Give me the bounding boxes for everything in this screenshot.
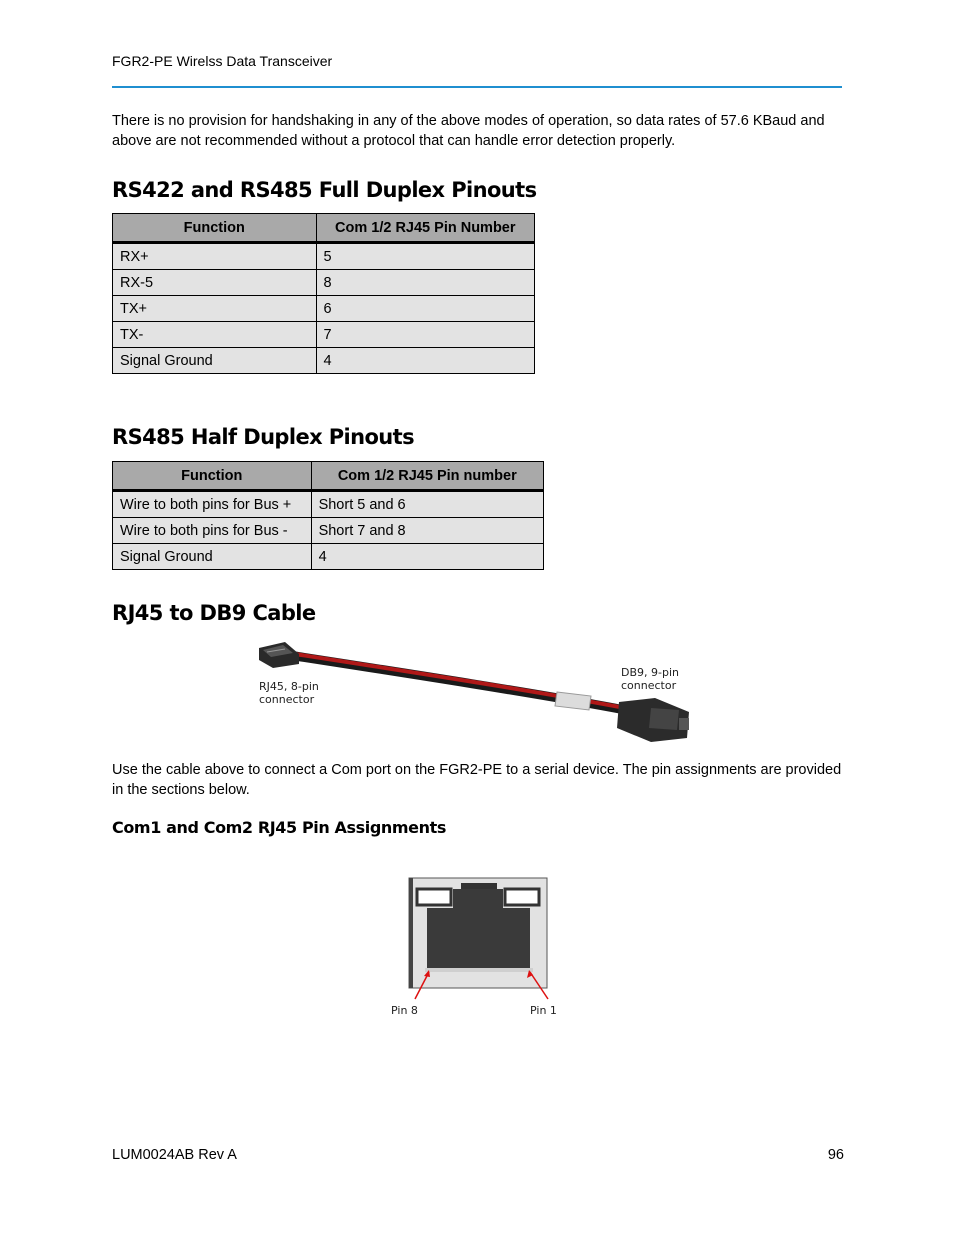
pin-cell: 7	[316, 322, 534, 348]
table-row	[113, 270, 535, 296]
table-row	[113, 322, 535, 348]
table-row	[113, 544, 544, 570]
running-header: FGR2-PE Wirelss Data Transceiver	[112, 53, 333, 69]
column-header-pin-number: Com 1/2 RJ45 Pin number	[311, 462, 543, 491]
rj45-caption-line2: connector	[259, 693, 315, 706]
pin-cell: 5	[316, 243, 534, 270]
table-row	[113, 491, 544, 518]
footer-doc-id: LUM0024AB Rev A	[112, 1147, 237, 1163]
pin-cell: Short 7 and 8	[311, 518, 543, 544]
db9-caption-line2: connector	[621, 679, 677, 692]
cable-description: Use the cable above to connect a Com port on the FGR2-PE to a serial device. The pin assignments are provided in the sections below.	[112, 762, 842, 798]
header-divider	[112, 86, 842, 88]
function-cell: TX-	[113, 322, 317, 348]
table-row	[113, 348, 535, 374]
pin-cell: 4	[311, 544, 543, 570]
db9-caption-line1: DB9, 9-pin	[621, 666, 679, 679]
column-header-pin-number: Com 1/2 RJ45 Pin Number	[316, 214, 534, 243]
pin8-label: Pin 8	[391, 1004, 418, 1017]
function-cell: RX+	[113, 243, 317, 270]
function-cell: RX-5	[113, 270, 317, 296]
com-pins-heading: Com1 and Com2 RJ45 Pin Assignments	[112, 818, 446, 837]
table-row	[113, 518, 544, 544]
full-duplex-heading: RS422 and RS485 Full Duplex Pinouts	[112, 178, 537, 202]
half-duplex-heading: RS485 Half Duplex Pinouts	[112, 425, 414, 449]
table-row	[113, 296, 535, 322]
rj45-caption	[259, 680, 319, 706]
rj45-plug-icon	[259, 642, 299, 668]
pin-cell: 8	[316, 270, 534, 296]
function-cell: Wire to both pins for Bus -	[113, 518, 312, 544]
rj45-port-illustration	[385, 875, 565, 1020]
function-cell: TX+	[113, 296, 317, 322]
full-duplex-table	[112, 213, 535, 374]
pin-cell: 4	[316, 348, 534, 374]
function-cell: Signal Ground	[113, 348, 317, 374]
function-cell: Signal Ground	[113, 544, 312, 570]
pin-cell: Short 5 and 6	[311, 491, 543, 518]
column-header-function: Function	[113, 214, 317, 243]
cable-heading: RJ45 to DB9 Cable	[112, 601, 316, 625]
pin1-label: Pin 1	[530, 1004, 557, 1017]
rj45-caption-line1: RJ45, 8-pin	[259, 680, 319, 693]
function-cell: Wire to both pins for Bus +	[113, 491, 312, 518]
rj45-db9-cable-illustration	[255, 638, 700, 748]
intro-paragraph: There is no provision for handshaking in any of the above modes of operation, so data rates of 57.6 KBaud and above are not recommended without a protocol that can handle error detection properly.	[112, 113, 825, 149]
column-header-function: Function	[113, 462, 312, 491]
table-row	[113, 243, 535, 270]
half-duplex-table	[112, 461, 544, 570]
db9-connector-icon	[617, 698, 689, 742]
footer-page-number: 96	[827, 1147, 844, 1163]
pin-cell: 6	[316, 296, 534, 322]
db9-caption	[621, 666, 679, 692]
